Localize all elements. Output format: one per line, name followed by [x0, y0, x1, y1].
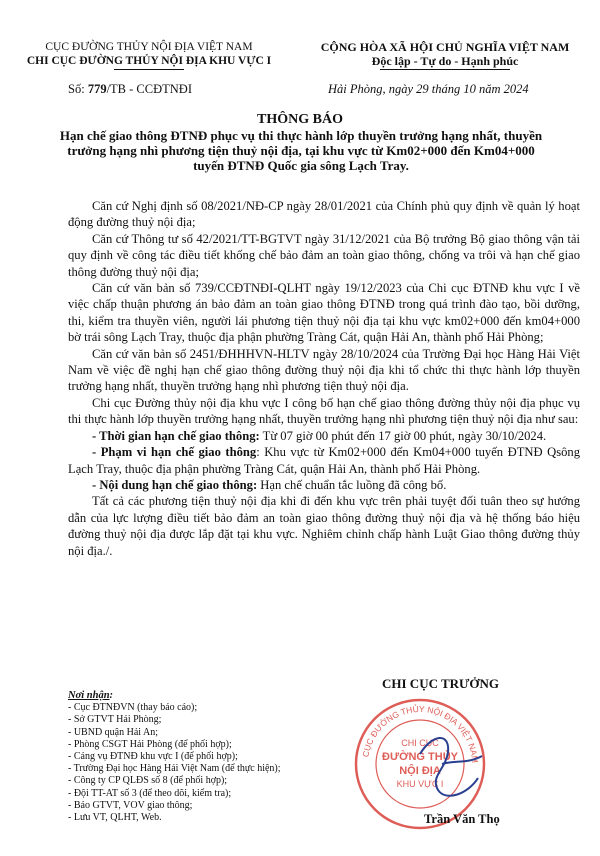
- place-and-date: Hải Phòng, ngày 29 tháng 10 năm 2024: [328, 82, 529, 96]
- recipient-item: - Sở GTVT Hải Phòng;: [68, 714, 162, 726]
- signer-name: Trần Văn Thọ: [424, 812, 500, 826]
- agency-underline: [114, 69, 184, 70]
- recipient-item: - Báo GTVT, VOV giao thông;: [68, 799, 193, 811]
- basis-paragraph-4: Căn cứ văn bản số 2451/ĐHHHVN-HLTV ngày 28/10/2024 của Trường Đại học Hàng Hải Việt Nam về việc đề nghị hạn chế giao thông đường thuỷ nội địa khi tổ chức thi thực hành lớp thuyền trưởng hạng nhất, thuyền trưởng hạng nhì phương tiện thuỷ nội địa.: [68, 346, 580, 394]
- nation-name: CỘNG HÒA XÃ HỘI CHỦ NGHĨA VIỆT NAM: [320, 40, 570, 54]
- seal-ring-text: CỤC ĐƯỜNG THỦY NỘI ĐỊA VIỆT NAM: [360, 703, 481, 764]
- recipient-item: - Đội TT-AT số 3 (để theo dõi, kiểm tra);: [68, 787, 232, 799]
- recipient-item: - Lưu VT, QLHT, Web.: [68, 812, 162, 824]
- document-subtitle: Hạn chế giao thông ĐTNĐ phục vụ thi thực hành lớp thuyền trưởng hạng nhất, thuyền trưởng hạng nhì phương tiện thuỷ nội địa, tại khu vực từ Km02+000 đến Km04+000 tuyến ĐTNĐ Quốc gia sông Lạch Tray.: [59, 128, 543, 173]
- agency-name: CHI CỤC ĐƯỜNG THỦY NỘI ĐỊA KHU VỰC I: [26, 55, 272, 67]
- recipient-item: - Cục ĐTNĐVN (thay báo cáo);: [68, 702, 198, 714]
- seal-center-line-1: CHI CỤC: [401, 738, 439, 748]
- issuing-agency-block: [14, 40, 284, 70]
- announcement-paragraph: Chi cục Đường thủy nội địa khu vực I công bố hạn chế giao thông đường thủy nội địa phục vụ thi thực hành lớp thuyền trưởng hạng nhất, thuyền trưởng hạng nhì phương tiện thuỷ nội địa như sau:: [68, 395, 580, 427]
- seal-outer-ring: [356, 700, 484, 828]
- national-title-block: [300, 40, 590, 70]
- signer-title: CHI CỤC TRƯỞNG: [382, 676, 500, 691]
- recipients-heading: Nơi nhận:: [68, 690, 114, 701]
- document-number: Số: 779/TB - CCĐTNĐI: [68, 82, 192, 96]
- basis-paragraph-1: Căn cứ Nghị định số 08/2021/NĐ-CP ngày 28/01/2021 của Chính phủ quy định về quản lý hoạt động đường thuỷ nội địa;: [68, 199, 580, 230]
- recipient-item: - UBND quận Hải An;: [68, 726, 158, 738]
- motto-underline: [380, 69, 510, 70]
- seal-center-line-2: ĐƯỜNG THỦY: [382, 751, 458, 763]
- seal-center-line-3: NỘI ĐỊA: [399, 765, 441, 777]
- document-body: [68, 198, 580, 559]
- seal-center-line-4: KHU VỰC I: [396, 779, 444, 789]
- restriction-content: - Nội dung hạn chế giao thông: Hạn chế chuẩn tắc luồng đã công bố.: [92, 477, 447, 492]
- parent-agency-name: CỤC ĐƯỜNG THỦY NỘI ĐỊA VIỆT NAM: [45, 41, 253, 53]
- restriction-time: - Thời gian hạn chế giao thông: Từ 07 giờ 00 phút đến 17 giờ 00 phút, ngày 30/10/2024.: [92, 428, 547, 443]
- recipient-item: - Công ty CP QLĐS số 8 (để phối hợp);: [68, 775, 228, 787]
- national-motto: Độc lập - Tự do - Hạnh phúc: [371, 54, 519, 68]
- basis-paragraph-3: Căn cứ văn bản số 739/CCĐTNĐI-QLHT ngày 19/12/2023 của Chi cục ĐTNĐ khu vực I về việc chấp thuận phương án bảo đảm an toàn giao thông ĐTNĐ trong quá trình đào tạo, bồi dưỡng, thi, kiểm tra thuyền viên, người lái phương tiện thuỷ nội địa tại khu vực km02+000 đến km04+000 bờ trái sông Lạch Tray, thuộc địa phận phường Tràng Cát, quận Hải An, thành phố Hải Phòng;: [68, 281, 580, 345]
- document-title: THÔNG BÁO: [257, 112, 343, 127]
- seal-inner-ring: [376, 720, 464, 808]
- basis-paragraph-2: Căn cứ Thông tư số 42/2021/TT-BGTVT ngày 31/12/2021 của Bộ trưởng Bộ giao thông vận tải quy định về công tác điều tiết khống chế bảo đảm an toàn giao thông, chống va trôi và hạn chế giao thông đường thuỷ nội địa;: [68, 231, 580, 279]
- recipient-item: - Trường Đại học Hàng Hải Việt Nam (để thực hiện);: [68, 763, 281, 775]
- restriction-scope: - Phạm vi hạn chế giao thông: Khu vực từ Km02+000 đến Km04+000 tuyến ĐTNĐ Qsông Lạch Tray, thuộc địa phận phường Tràng Cát, quận Hải An, thành phố Hải Phòng.: [68, 445, 580, 476]
- recipient-item: - Cảng vụ ĐTNĐ khu vực I (để phối hợp);: [68, 751, 238, 763]
- recipient-item: - Phòng CSGT Hải Phòng (để phối hợp);: [68, 738, 232, 750]
- compliance-paragraph: Tất cả các phương tiện thuỷ nội địa khi đi đến khu vực trên phải tuyệt đối tuân theo sự hướng dẫn của lực lượng điều tiết bảo đảm an toàn giao thông đường thuỷ nội địa và hệ thống báo hiệu đường thuỷ nội địa được lắp đặt tại khu vực. Nghiêm chỉnh chấp hành Luật Giao thông đường thủy nội địa./.: [68, 494, 580, 558]
- recipients-block: [68, 690, 358, 824]
